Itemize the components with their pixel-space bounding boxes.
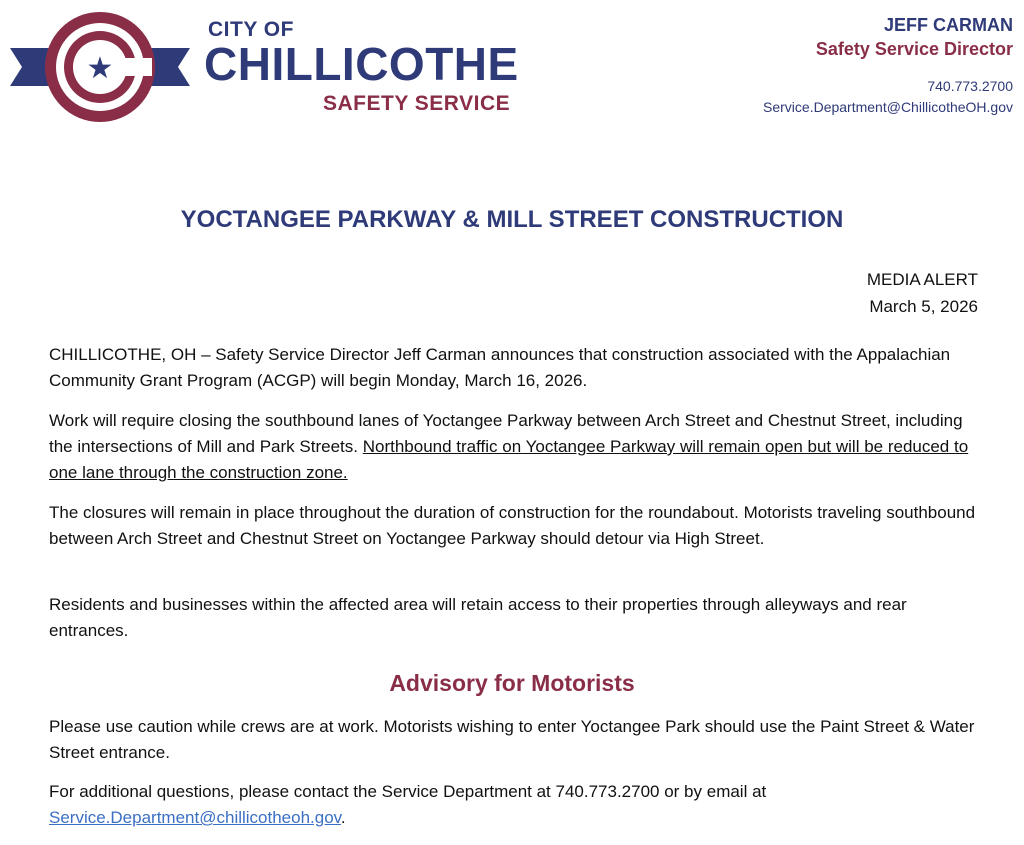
logo-department: SAFETY SERVICE — [323, 92, 511, 115]
contact-name: JEFF CARMAN — [884, 15, 1013, 35]
logo-city-of: CITY OF — [208, 18, 294, 41]
paragraph-2-underlined: Northbound traffic on Yoctangee Parkway will remain open but will be reduced to one lane through the construction zone. — [49, 437, 969, 482]
alert-type: MEDIA ALERT — [866, 270, 978, 289]
paragraph-3 — [49, 500, 989, 552]
email-link[interactable]: Service.Department@chillicotheoh.gov — [49, 808, 341, 827]
paragraph-5-text: Please use caution while crews are at work. Motorists wishing to enter Yoctangee Park should use the Paint Street & Water Street entrance. — [49, 717, 975, 762]
contact-email: Service.Department@ChillicotheOH.gov — [763, 99, 1013, 115]
paragraph-6-text: For additional questions, please contact the Service Department at 740.773.2700 or by email at — [49, 782, 767, 801]
contact-title: Safety Service Director — [815, 39, 1013, 59]
city-logo — [10, 8, 530, 126]
star-icon: ★ — [86, 51, 114, 86]
contact-block — [763, 14, 1013, 118]
paragraph-3-text: The closures will remain in place throughout the duration of construction for the roundabout. Motorists traveling southbound between Arch Street and Chestnut Street on Yoctangee Parkway should detour via High Street. — [49, 503, 976, 548]
paragraph-6 — [49, 779, 989, 831]
alert-meta — [867, 266, 978, 320]
paragraph-4 — [49, 592, 989, 644]
page-title: YOCTANGEE PARKWAY & MILL STREET CONSTRUCTION — [180, 206, 844, 233]
paragraph-4-text: Residents and businesses within the affected area will retain access to their properties through alleyways and rear entrances. — [49, 595, 907, 640]
logo-city-name: CHILLICOTHE — [204, 38, 519, 90]
contact-phone: 740.773.2700 — [927, 78, 1013, 94]
alert-date: March 5, 2026 — [869, 297, 978, 316]
paragraph-2-text: Work will require closing the southbound lanes of Yoctangee Parkway between Arch Street and Chestnut Street, including the intersections of Mill and Park Streets. — [49, 411, 963, 456]
paragraph-5 — [49, 714, 989, 766]
paragraph-1-text: CHILLICOTHE, OH – Safety Service Director Jeff Carman announces that construction associated with the Appalachian Community Grant Program (ACGP) will begin Monday, March 16, 2026. — [49, 345, 951, 390]
paragraph-2 — [49, 408, 989, 486]
city-emblem-icon — [10, 8, 190, 126]
paragraph-1 — [49, 342, 989, 394]
paragraph-6-end: . — [340, 808, 346, 827]
section-heading: Advisory for Motorists — [389, 670, 635, 696]
